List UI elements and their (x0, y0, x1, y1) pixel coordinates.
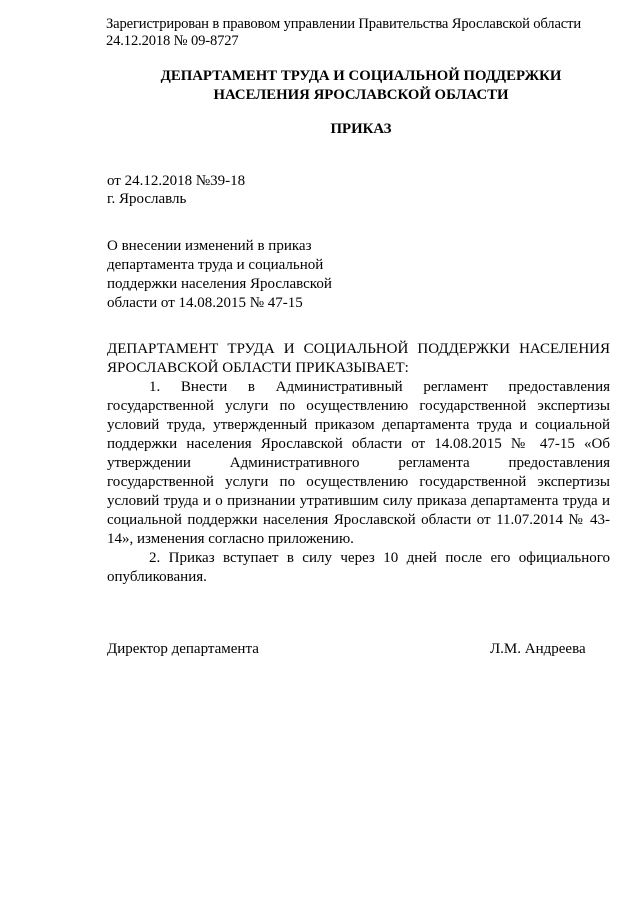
order-date-number: от 24.12.2018 №39-18 (107, 173, 246, 189)
order-item-1: 1. Внести в Административный регламент предоставления государственной услуги по осуществлению государственной экспертизы условий труда, утвержденный приказом департамента труда и социальной поддержки населения Ярославской области от 14.08.2015 № 47-15 «Об утверждении Административного регламента предоставления государственной услуги по осуществлению государственной экспертизы условий труда и о признании утратившим силу приказа департамента труда и социальной поддержки населения Ярославской области от 11.07.2014 № 43-14», изменения согласно приложению. (107, 379, 610, 547)
registration-line-2: 24.12.2018 № 09-8727 (106, 33, 239, 49)
subject-line-2: департамента труда и социальной (107, 257, 324, 273)
order-item-2: 2. Приказ вступает в силу через 10 дней после его официального опубликования. (107, 550, 610, 585)
subject-line-4: области от 14.08.2015 № 47-15 (107, 295, 303, 311)
document-type-title: ПРИКАЗ (330, 121, 392, 137)
signatory-name: Л.М. Андреева (490, 641, 586, 657)
order-subject (107, 237, 332, 313)
org-name-line-1: ДЕПАРТАМЕНТ ТРУДА И СОЦИАЛЬНОЙ ПОДДЕРЖКИ (160, 68, 562, 84)
order-preamble: ДЕПАРТАМЕНТ ТРУДА И СОЦИАЛЬНОЙ ПОДДЕРЖКИ НАСЕЛЕНИЯ ЯРОСЛАВСКОЙ ОБЛАСТИ ПРИКАЗЫВАЕТ: (107, 341, 610, 376)
subject-line-1: О внесении изменений в приказ (107, 238, 312, 254)
order-body (107, 340, 610, 587)
order-city: г. Ярославль (107, 191, 187, 207)
signatory-position: Директор департамента (107, 641, 259, 657)
registration-line-1: Зарегистрирован в правовом управлении Правительства Ярославской области (106, 16, 581, 32)
org-name-line-2: НАСЕЛЕНИЯ ЯРОСЛАВСКОЙ ОБЛАСТИ (213, 87, 509, 103)
subject-line-3: поддержки населения Ярославской (107, 276, 332, 292)
